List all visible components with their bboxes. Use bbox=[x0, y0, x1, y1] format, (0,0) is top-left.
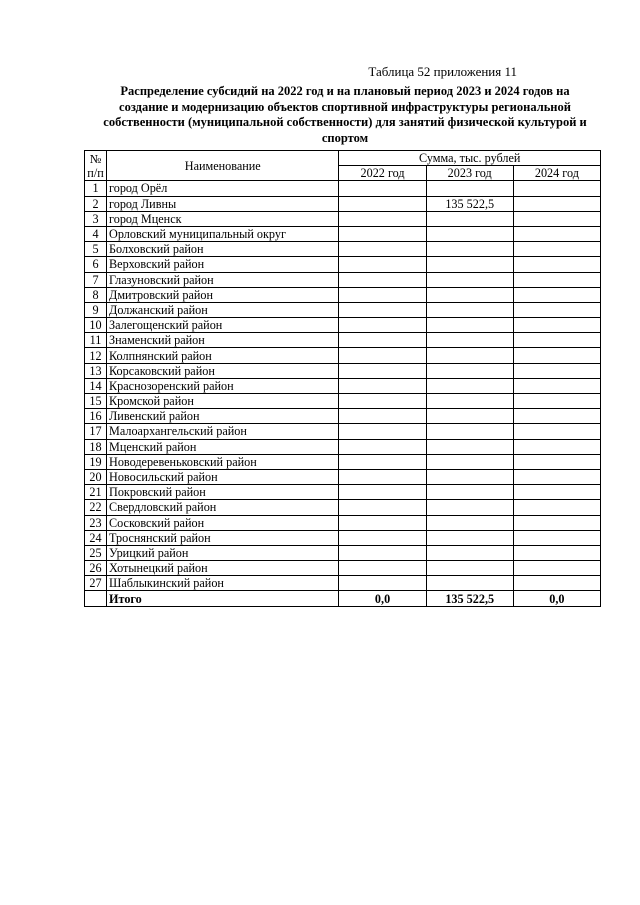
row-value bbox=[339, 287, 426, 302]
row-value bbox=[513, 530, 600, 545]
row-name: Колпнянский район bbox=[107, 348, 339, 363]
row-value bbox=[339, 515, 426, 530]
row-value bbox=[339, 409, 426, 424]
row-name: Ливенский район bbox=[107, 409, 339, 424]
row-value bbox=[513, 394, 600, 409]
row-value bbox=[426, 181, 513, 196]
row-number: 4 bbox=[85, 226, 107, 241]
row-name: Глазуновский район bbox=[107, 272, 339, 287]
row-value bbox=[426, 318, 513, 333]
row-number: 15 bbox=[85, 394, 107, 409]
row-value bbox=[513, 211, 600, 226]
row-value bbox=[513, 226, 600, 241]
table-row bbox=[85, 454, 601, 469]
row-value bbox=[426, 515, 513, 530]
row-value bbox=[426, 348, 513, 363]
row-name: Троснянский район bbox=[107, 530, 339, 545]
row-value bbox=[513, 439, 600, 454]
row-number: 1 bbox=[85, 181, 107, 196]
row-value bbox=[426, 576, 513, 591]
total-label: Итого bbox=[107, 591, 339, 606]
row-number: 12 bbox=[85, 348, 107, 363]
row-number: 17 bbox=[85, 424, 107, 439]
row-value bbox=[513, 181, 600, 196]
row-value bbox=[513, 257, 600, 272]
table-row bbox=[85, 409, 601, 424]
row-value bbox=[513, 302, 600, 317]
row-value bbox=[513, 287, 600, 302]
row-name: Мценский район bbox=[107, 439, 339, 454]
row-number: 10 bbox=[85, 318, 107, 333]
row-name: город Ливны bbox=[107, 196, 339, 211]
row-value bbox=[339, 439, 426, 454]
table-row bbox=[85, 211, 601, 226]
table-row bbox=[85, 287, 601, 302]
row-value bbox=[339, 394, 426, 409]
row-value bbox=[339, 469, 426, 484]
row-name: город Орёл bbox=[107, 181, 339, 196]
total-number bbox=[85, 591, 107, 606]
row-value bbox=[339, 226, 426, 241]
table-row bbox=[85, 333, 601, 348]
table-row bbox=[85, 181, 601, 196]
table-row bbox=[85, 196, 601, 211]
row-value bbox=[513, 363, 600, 378]
row-name: Малоархангельский район bbox=[107, 424, 339, 439]
row-name: Хотынецкий район bbox=[107, 561, 339, 576]
row-value bbox=[426, 211, 513, 226]
total-value: 0,0 bbox=[513, 591, 600, 606]
row-value bbox=[426, 561, 513, 576]
table-row bbox=[85, 515, 601, 530]
row-value bbox=[339, 545, 426, 560]
row-value bbox=[426, 409, 513, 424]
table-row bbox=[85, 226, 601, 241]
row-value bbox=[513, 318, 600, 333]
table-row bbox=[85, 272, 601, 287]
table-row bbox=[85, 545, 601, 560]
row-value bbox=[339, 318, 426, 333]
table-row bbox=[85, 302, 601, 317]
row-name: Знаменский район bbox=[107, 333, 339, 348]
row-name: Покровский район bbox=[107, 485, 339, 500]
row-number: 23 bbox=[85, 515, 107, 530]
row-value bbox=[426, 454, 513, 469]
row-value bbox=[339, 333, 426, 348]
row-value bbox=[339, 561, 426, 576]
row-value bbox=[339, 211, 426, 226]
row-number: 14 bbox=[85, 378, 107, 393]
row-value bbox=[513, 378, 600, 393]
row-value bbox=[513, 242, 600, 257]
row-value bbox=[513, 196, 600, 211]
row-value bbox=[339, 424, 426, 439]
row-value bbox=[426, 485, 513, 500]
row-value bbox=[339, 363, 426, 378]
row-value bbox=[513, 424, 600, 439]
header-year-2022: 2022 год bbox=[339, 166, 426, 181]
table-row bbox=[85, 363, 601, 378]
row-value bbox=[426, 363, 513, 378]
row-value bbox=[339, 272, 426, 287]
row-value bbox=[426, 333, 513, 348]
row-value: 135 522,5 bbox=[426, 196, 513, 211]
row-number: 18 bbox=[85, 439, 107, 454]
row-value bbox=[426, 424, 513, 439]
table-row bbox=[85, 378, 601, 393]
row-value bbox=[513, 348, 600, 363]
table-row bbox=[85, 439, 601, 454]
row-number: 19 bbox=[85, 454, 107, 469]
row-value bbox=[339, 242, 426, 257]
header-name: Наименование bbox=[107, 151, 339, 181]
row-value bbox=[426, 287, 513, 302]
row-number: 16 bbox=[85, 409, 107, 424]
row-value bbox=[513, 469, 600, 484]
subsidy-table bbox=[84, 150, 601, 607]
row-number: 11 bbox=[85, 333, 107, 348]
row-value bbox=[513, 561, 600, 576]
row-number: 9 bbox=[85, 302, 107, 317]
row-value bbox=[513, 545, 600, 560]
table-row bbox=[85, 242, 601, 257]
row-value bbox=[426, 469, 513, 484]
row-value bbox=[513, 485, 600, 500]
row-value bbox=[426, 545, 513, 560]
row-name: Краснозоренский район bbox=[107, 378, 339, 393]
row-name: Шаблыкинский район bbox=[107, 576, 339, 591]
row-name: город Мценск bbox=[107, 211, 339, 226]
row-number: 27 bbox=[85, 576, 107, 591]
row-number: 6 bbox=[85, 257, 107, 272]
header-sum: Сумма, тыс. рублей bbox=[339, 151, 601, 166]
row-number: 20 bbox=[85, 469, 107, 484]
table-caption: Таблица 52 приложения 11 bbox=[368, 64, 517, 79]
total-row bbox=[85, 591, 601, 606]
row-name: Дмитровский район bbox=[107, 287, 339, 302]
row-name: Новодеревеньковский район bbox=[107, 454, 339, 469]
row-value bbox=[513, 454, 600, 469]
table-row bbox=[85, 469, 601, 484]
row-value bbox=[339, 257, 426, 272]
header-year-2023: 2023 год bbox=[426, 166, 513, 181]
row-value bbox=[339, 348, 426, 363]
header-num: № п/п bbox=[85, 151, 107, 181]
row-name: Свердловский район bbox=[107, 500, 339, 515]
row-value bbox=[339, 576, 426, 591]
row-number: 2 bbox=[85, 196, 107, 211]
row-name: Верховский район bbox=[107, 257, 339, 272]
row-number: 25 bbox=[85, 545, 107, 560]
row-value bbox=[426, 226, 513, 241]
row-name: Урицкий район bbox=[107, 545, 339, 560]
row-number: 24 bbox=[85, 530, 107, 545]
table-row bbox=[85, 500, 601, 515]
row-number: 8 bbox=[85, 287, 107, 302]
row-value bbox=[426, 439, 513, 454]
row-number: 7 bbox=[85, 272, 107, 287]
row-value bbox=[513, 515, 600, 530]
table-row bbox=[85, 424, 601, 439]
table-row bbox=[85, 561, 601, 576]
row-name: Сосковский район bbox=[107, 515, 339, 530]
row-name: Залегощенский район bbox=[107, 318, 339, 333]
table-row bbox=[85, 530, 601, 545]
row-value bbox=[426, 242, 513, 257]
row-value bbox=[339, 530, 426, 545]
table-row bbox=[85, 485, 601, 500]
row-number: 22 bbox=[85, 500, 107, 515]
row-value bbox=[339, 378, 426, 393]
row-value bbox=[513, 409, 600, 424]
row-number: 13 bbox=[85, 363, 107, 378]
row-value bbox=[426, 394, 513, 409]
total-value: 135 522,5 bbox=[426, 591, 513, 606]
table-row bbox=[85, 348, 601, 363]
row-number: 21 bbox=[85, 485, 107, 500]
row-value bbox=[339, 500, 426, 515]
table-row bbox=[85, 318, 601, 333]
header-year-2024: 2024 год bbox=[513, 166, 600, 181]
table-row bbox=[85, 257, 601, 272]
row-value bbox=[513, 576, 600, 591]
row-value bbox=[339, 302, 426, 317]
row-value bbox=[426, 272, 513, 287]
table-body bbox=[85, 181, 601, 606]
row-value bbox=[339, 485, 426, 500]
row-name: Должанский район bbox=[107, 302, 339, 317]
row-value bbox=[426, 378, 513, 393]
row-value bbox=[426, 500, 513, 515]
row-value bbox=[339, 454, 426, 469]
row-name: Корсаковский район bbox=[107, 363, 339, 378]
row-name: Кромской район bbox=[107, 394, 339, 409]
row-name: Новосильский район bbox=[107, 469, 339, 484]
row-number: 3 bbox=[85, 211, 107, 226]
row-name: Болховский район bbox=[107, 242, 339, 257]
row-value bbox=[513, 272, 600, 287]
row-value bbox=[426, 530, 513, 545]
document-title: Распределение субсидий на 2022 год и на плановый период 2023 и 2024 годов на создание и модернизацию объектов спортивной инфраструктуры региональной собственности (муниципальной собственности) для занятий физической культурой и спортом bbox=[103, 84, 587, 145]
row-number: 5 bbox=[85, 242, 107, 257]
row-name: Орловский муниципальный округ bbox=[107, 226, 339, 241]
row-value bbox=[339, 196, 426, 211]
table-row bbox=[85, 394, 601, 409]
total-value: 0,0 bbox=[339, 591, 426, 606]
row-value bbox=[426, 257, 513, 272]
row-value bbox=[513, 500, 600, 515]
row-number: 26 bbox=[85, 561, 107, 576]
row-value bbox=[426, 302, 513, 317]
table-row bbox=[85, 576, 601, 591]
row-value bbox=[513, 333, 600, 348]
row-value bbox=[339, 181, 426, 196]
